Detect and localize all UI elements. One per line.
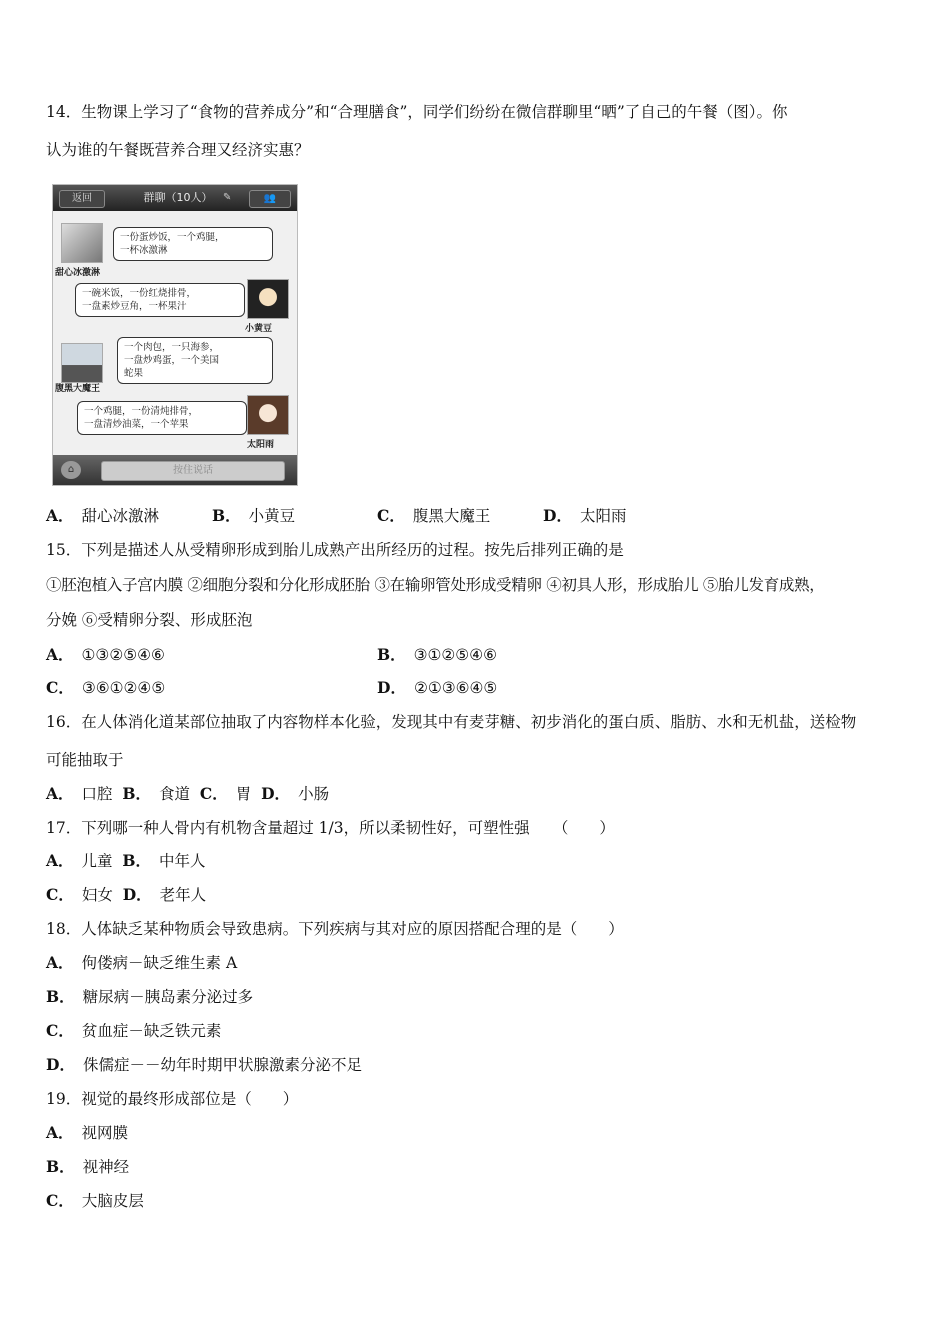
q16-stem-line2: 可能抽取于 [46, 751, 124, 769]
wechat-group-chat-image [52, 184, 298, 486]
avatar [247, 395, 289, 435]
chat-message: 一个肉包，一只海参， 一盘炒鸡蛋，一个美国 蛇果 [117, 337, 273, 384]
people-icon: 👥 [249, 190, 291, 208]
hold-to-talk-button: 按住说话 [101, 461, 285, 481]
q18-option-c: C． 贫血症－缺乏铁元素 [46, 1021, 222, 1040]
sender-name: 腹黑大魔王 [55, 384, 101, 394]
q16-options: A． 口腔 B． 食道 C． 胃 D． 小肠 [46, 784, 330, 803]
q14-stem-line2: 认为谁的午餐既营养合理又经济实惠？ [46, 141, 310, 159]
q15-option-c: C． ③⑥①②④⑤ [46, 678, 166, 697]
q14-option-d: D． 太阳雨 [543, 506, 627, 525]
sender-name: 太阳雨 [247, 440, 275, 450]
q15-stem-line3: 分娩 ⑥受精卵分裂、形成胚泡 [46, 611, 253, 629]
q15-stem-line1: 15．下列是描述人从受精卵形成到胎儿成熟产出所经历的过程。按先后排列正确的是 [46, 541, 624, 559]
chat-title: 群聊（10人） [143, 191, 213, 204]
q19-option-c: C． 大脑皮层 [46, 1191, 144, 1210]
q14-stem-line1: 14．生物课上学习了“食物的营养成分”和“合理膳食”，同学们纷纷在微信群聊里“晒”了自己的午餐（图）。你 [46, 103, 788, 121]
q18-option-d: D． 侏儒症－－幼年时期甲状腺激素分泌不足 [46, 1055, 362, 1074]
q15-option-b: B． ③①②⑤④⑥ [377, 645, 497, 664]
q18-stem: 18．人体缺乏某种物质会导致患病。下列疾病与其对应的原因搭配合理的是（ ） [46, 920, 624, 938]
back-button: 返回 [59, 190, 105, 208]
keyboard-icon: ⌂ [61, 461, 81, 479]
avatar [61, 343, 103, 383]
avatar [61, 223, 103, 263]
pen-icon: ✎ [223, 192, 232, 203]
q19-option-a: A． 视网膜 [46, 1123, 129, 1142]
sender-name: 小黄豆 [245, 324, 273, 334]
q16-stem-line1: 16．在人体消化道某部位抽取了内容物样本化验，发现其中有麦芽糖、初步消化的蛋白质、脂肪、水和无机盐，送检物 [46, 713, 857, 731]
avatar [247, 279, 289, 319]
chat-message: 一个鸡腿，一份清炖排骨， 一盘清炒油菜，一个苹果 [77, 401, 247, 435]
q15-option-d: D． ②①③⑥④⑤ [377, 678, 498, 697]
q14-option-b: B． 小黄豆 [212, 506, 296, 525]
q14-option-c: C． 腹黑大魔王 [377, 506, 491, 525]
chat-header [53, 185, 297, 211]
q17-stem: 17．下列哪一种人骨内有机物含量超过 1/3，所以柔韧性好，可塑性强 （ ） [46, 819, 615, 837]
q17-options-cd: C． 妇女 D． 老年人 [46, 885, 207, 904]
q17-options-ab: A． 儿童 B． 中年人 [46, 851, 206, 870]
q19-option-b: B． 视神经 [46, 1157, 130, 1176]
q14-option-a: A． 甜心冰激淋 [46, 506, 160, 525]
q18-option-a: A． 佝偻病－缺乏维生素 A [46, 953, 238, 972]
chat-message: 一份蛋炒饭，一个鸡腿， 一杯冰激淋 [113, 227, 273, 261]
q19-stem: 19．视觉的最终形成部位是（ ） [46, 1090, 299, 1108]
chat-message: 一碗米饭，一份红烧排骨， 一盘素炒豆角，一杯果汁 [75, 283, 245, 317]
sender-name: 甜心冰激淋 [55, 268, 101, 278]
q15-stem-line2: ①胚泡植入子宫内膜 ②细胞分裂和分化形成胚胎 ③在输卵管处形成受精卵 ④初具人形，形成胎儿 ⑤胎儿发育成熟， [46, 576, 825, 594]
chat-footer [53, 455, 297, 485]
q15-option-a: A． ①③②⑤④⑥ [46, 645, 165, 664]
q18-option-b: B． 糖尿病－胰岛素分泌过多 [46, 987, 254, 1006]
